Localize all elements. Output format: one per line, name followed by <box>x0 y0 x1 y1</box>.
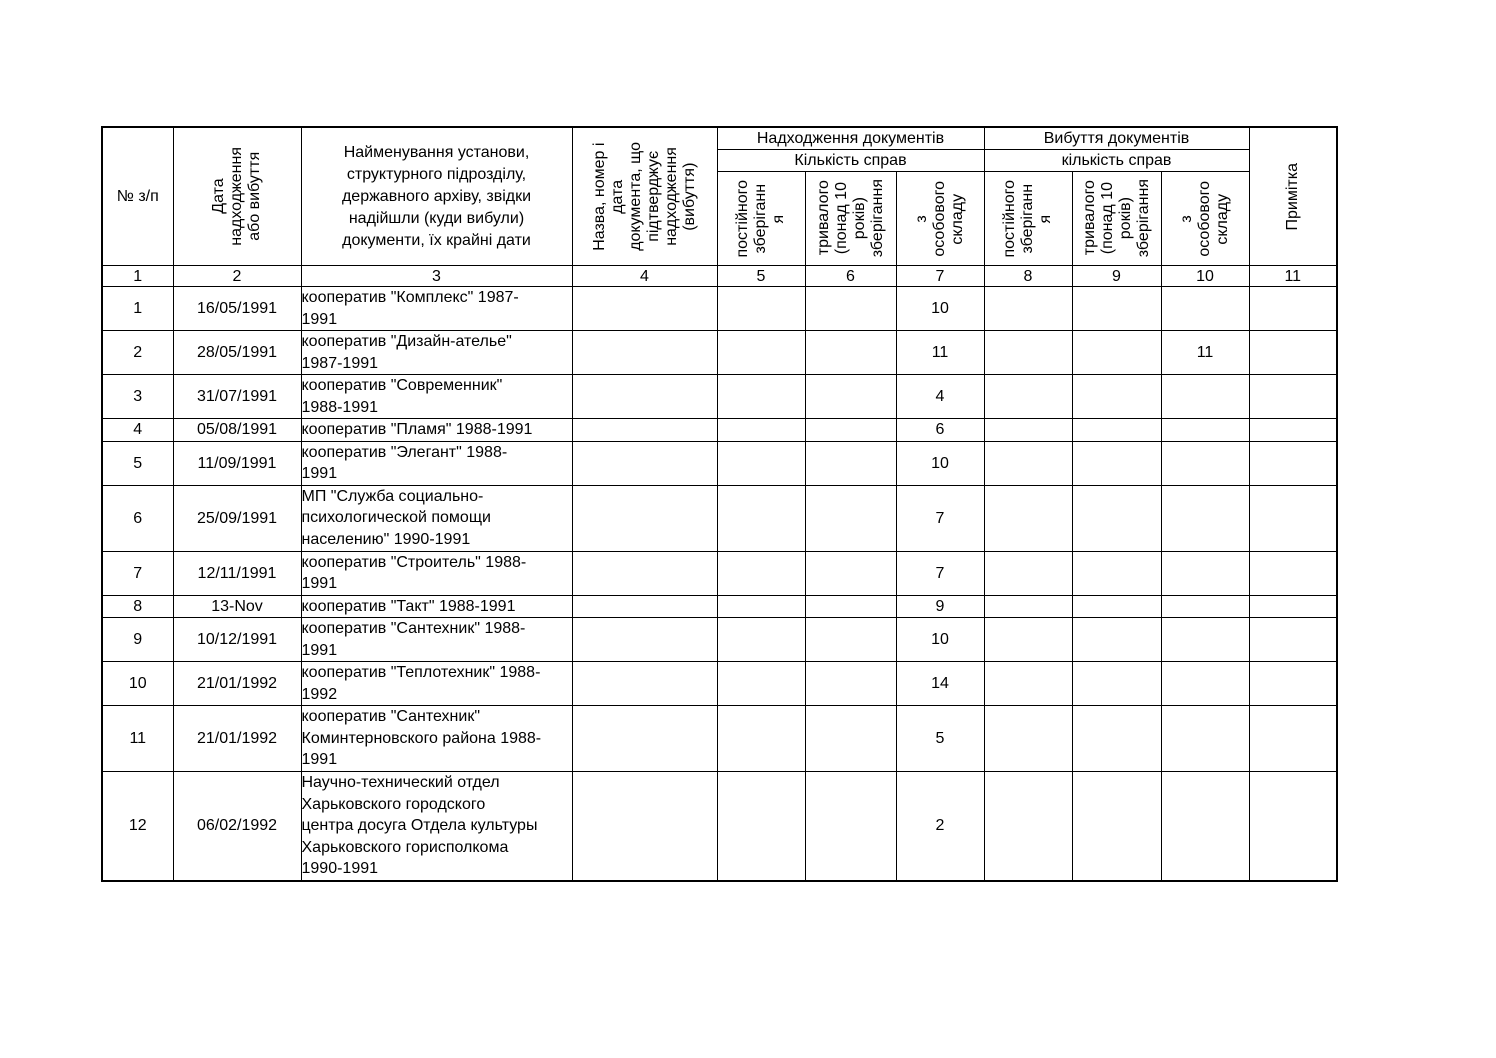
cell-date: 25/09/1991 <box>173 485 301 551</box>
cell-out-long <box>1072 441 1161 485</box>
cell-doc <box>572 595 717 618</box>
table-header <box>102 127 1337 287</box>
cell-no: 5 <box>102 441 173 485</box>
table-row <box>102 287 1337 331</box>
cell-note <box>1249 618 1337 662</box>
cell-name: Научно-технический отдел Харьковского городского центра досуга Отдела культуры Харьковского горисполкома 1990-1991 <box>301 772 572 881</box>
cell-out-staff <box>1161 441 1249 485</box>
table-row <box>102 618 1337 662</box>
header-no: № з/п <box>102 127 173 266</box>
cell-out-staff <box>1161 287 1249 331</box>
header-date: Дата надходження або вибуття <box>173 127 301 266</box>
cell-in-long <box>805 772 896 881</box>
cell-doc <box>572 618 717 662</box>
cell-in-long <box>805 662 896 706</box>
cell-doc <box>572 551 717 595</box>
cell-out-staff <box>1161 551 1249 595</box>
column-number: 7 <box>896 266 984 287</box>
cell-in-staff: 10 <box>896 287 984 331</box>
cell-date: 10/12/1991 <box>173 618 301 662</box>
cell-date: 11/09/1991 <box>173 441 301 485</box>
cell-no: 10 <box>102 662 173 706</box>
cell-in-long <box>805 595 896 618</box>
cell-no: 7 <box>102 551 173 595</box>
cell-no: 11 <box>102 706 173 772</box>
cell-note <box>1249 331 1337 375</box>
column-number: 8 <box>984 266 1072 287</box>
cell-in-perm <box>717 375 805 419</box>
header-group-in-sub: Кількість справ <box>717 150 984 172</box>
table-body <box>102 287 1337 881</box>
cell-out-perm <box>984 441 1072 485</box>
cell-date: 06/02/1992 <box>173 772 301 881</box>
column-number: 10 <box>1161 266 1249 287</box>
column-numbers-row <box>102 266 1337 287</box>
cell-in-perm <box>717 662 805 706</box>
cell-in-perm <box>717 551 805 595</box>
cell-no: 8 <box>102 595 173 618</box>
header-out-staff: з особового складу <box>1161 172 1249 266</box>
cell-in-staff: 9 <box>896 595 984 618</box>
header-in-long: тривалого (понад 10 років) зберігання <box>805 172 896 266</box>
cell-out-perm <box>984 772 1072 881</box>
cell-out-staff <box>1161 595 1249 618</box>
table-row <box>102 331 1337 375</box>
cell-doc <box>572 287 717 331</box>
cell-in-long <box>805 618 896 662</box>
column-number: 4 <box>572 266 717 287</box>
cell-doc <box>572 441 717 485</box>
cell-name: кооператив "Сантехник" Коминтерновского района 1988- 1991 <box>301 706 572 772</box>
cell-name: кооператив "Современник" 1988-1991 <box>301 375 572 419</box>
cell-out-perm <box>984 287 1072 331</box>
column-number: 1 <box>102 266 173 287</box>
cell-out-staff <box>1161 772 1249 881</box>
header-doc: Назва, номер і дата документа, що підтверджує надходження (вибуття) <box>572 127 717 266</box>
cell-in-perm <box>717 287 805 331</box>
cell-doc <box>572 331 717 375</box>
cell-out-long <box>1072 595 1161 618</box>
cell-in-staff: 11 <box>896 331 984 375</box>
cell-in-staff: 2 <box>896 772 984 881</box>
cell-name: кооператив "Элегант" 1988- 1991 <box>301 441 572 485</box>
cell-out-staff <box>1161 706 1249 772</box>
column-number: 2 <box>173 266 301 287</box>
cell-in-staff: 14 <box>896 662 984 706</box>
cell-out-long <box>1072 485 1161 551</box>
header-in-staff: з особового складу <box>896 172 984 266</box>
cell-out-perm <box>984 706 1072 772</box>
cell-note <box>1249 375 1337 419</box>
cell-name: кооператив "Комплекс" 1987- 1991 <box>301 287 572 331</box>
cell-name: кооператив "Такт" 1988-1991 <box>301 595 572 618</box>
cell-note <box>1249 772 1337 881</box>
table-row <box>102 706 1337 772</box>
cell-no: 4 <box>102 419 173 442</box>
cell-no: 2 <box>102 331 173 375</box>
cell-in-perm <box>717 331 805 375</box>
cell-no: 9 <box>102 618 173 662</box>
header-out-perm: постійного зберіганн я <box>984 172 1072 266</box>
header-group-out-sub: кількість справ <box>984 150 1249 172</box>
cell-out-long <box>1072 331 1161 375</box>
cell-name: кооператив "Дизайн-ателье" 1987-1991 <box>301 331 572 375</box>
cell-note <box>1249 419 1337 442</box>
cell-out-perm <box>984 595 1072 618</box>
cell-in-long <box>805 419 896 442</box>
cell-in-staff: 10 <box>896 441 984 485</box>
cell-in-staff: 5 <box>896 706 984 772</box>
cell-name: кооператив "Теплотехник" 1988- 1992 <box>301 662 572 706</box>
column-number: 6 <box>805 266 896 287</box>
cell-out-staff <box>1161 375 1249 419</box>
cell-no: 6 <box>102 485 173 551</box>
table-row <box>102 662 1337 706</box>
cell-in-perm <box>717 618 805 662</box>
table-row <box>102 551 1337 595</box>
column-number: 11 <box>1249 266 1337 287</box>
cell-date: 05/08/1991 <box>173 419 301 442</box>
cell-out-perm <box>984 485 1072 551</box>
cell-in-staff: 7 <box>896 551 984 595</box>
table-row <box>102 375 1337 419</box>
cell-in-long <box>805 331 896 375</box>
cell-name: МП "Служба социально- психологической помощи населению" 1990-1991 <box>301 485 572 551</box>
cell-in-staff: 4 <box>896 375 984 419</box>
cell-in-staff: 7 <box>896 485 984 551</box>
cell-in-long <box>805 441 896 485</box>
register-table <box>101 126 1338 882</box>
table-row <box>102 772 1337 881</box>
cell-out-perm <box>984 551 1072 595</box>
cell-no: 12 <box>102 772 173 881</box>
cell-out-staff <box>1161 618 1249 662</box>
cell-note <box>1249 662 1337 706</box>
cell-date: 28/05/1991 <box>173 331 301 375</box>
header-note: Примітка <box>1249 127 1337 266</box>
cell-doc <box>572 772 717 881</box>
cell-name: кооператив "Пламя" 1988-1991 <box>301 419 572 442</box>
cell-out-long <box>1072 419 1161 442</box>
cell-out-perm <box>984 419 1072 442</box>
table-row <box>102 419 1337 442</box>
cell-out-staff <box>1161 485 1249 551</box>
cell-out-staff <box>1161 662 1249 706</box>
cell-in-long <box>805 551 896 595</box>
cell-note <box>1249 485 1337 551</box>
cell-out-staff: 11 <box>1161 331 1249 375</box>
cell-out-perm <box>984 662 1072 706</box>
cell-in-perm <box>717 772 805 881</box>
cell-no: 1 <box>102 287 173 331</box>
cell-date: 31/07/1991 <box>173 375 301 419</box>
cell-in-perm <box>717 485 805 551</box>
cell-doc <box>572 375 717 419</box>
cell-out-perm <box>984 375 1072 419</box>
cell-date: 16/05/1991 <box>173 287 301 331</box>
cell-note <box>1249 551 1337 595</box>
cell-note <box>1249 706 1337 772</box>
cell-out-long <box>1072 551 1161 595</box>
cell-out-perm <box>984 331 1072 375</box>
cell-date: 12/11/1991 <box>173 551 301 595</box>
cell-in-long <box>805 287 896 331</box>
column-number: 9 <box>1072 266 1161 287</box>
cell-in-perm <box>717 595 805 618</box>
header-name: Найменування установи, структурного підрозділу, державного архіву, звідки надійшли (куди вибули) документи, їх крайні дати <box>301 127 572 266</box>
cell-date: 21/01/1992 <box>173 706 301 772</box>
cell-in-staff: 10 <box>896 618 984 662</box>
column-number: 3 <box>301 266 572 287</box>
cell-in-long <box>805 485 896 551</box>
cell-date: 13-Nov <box>173 595 301 618</box>
header-group-out: Вибуття документів <box>984 127 1249 150</box>
cell-out-long <box>1072 287 1161 331</box>
cell-no: 3 <box>102 375 173 419</box>
table-row <box>102 441 1337 485</box>
cell-in-staff: 6 <box>896 419 984 442</box>
cell-note <box>1249 441 1337 485</box>
cell-in-perm <box>717 419 805 442</box>
cell-doc <box>572 485 717 551</box>
table-row <box>102 485 1337 551</box>
cell-in-perm <box>717 706 805 772</box>
table-row <box>102 595 1337 618</box>
cell-doc <box>572 662 717 706</box>
header-in-perm: постійного зберіганн я <box>717 172 805 266</box>
cell-date: 21/01/1992 <box>173 662 301 706</box>
cell-out-long <box>1072 706 1161 772</box>
header-out-long: тривалого (понад 10 років) зберігання <box>1072 172 1161 266</box>
cell-name: кооператив "Сантехник" 1988- 1991 <box>301 618 572 662</box>
cell-doc <box>572 419 717 442</box>
column-number: 5 <box>717 266 805 287</box>
cell-in-perm <box>717 441 805 485</box>
cell-name: кооператив "Строитель" 1988- 1991 <box>301 551 572 595</box>
cell-out-long <box>1072 662 1161 706</box>
header-group-in: Надходження документів <box>717 127 984 150</box>
cell-out-long <box>1072 772 1161 881</box>
cell-in-long <box>805 706 896 772</box>
cell-out-long <box>1072 375 1161 419</box>
cell-in-long <box>805 375 896 419</box>
cell-out-long <box>1072 618 1161 662</box>
cell-note <box>1249 287 1337 331</box>
cell-doc <box>572 706 717 772</box>
cell-out-staff <box>1161 419 1249 442</box>
cell-out-perm <box>984 618 1072 662</box>
cell-note <box>1249 595 1337 618</box>
